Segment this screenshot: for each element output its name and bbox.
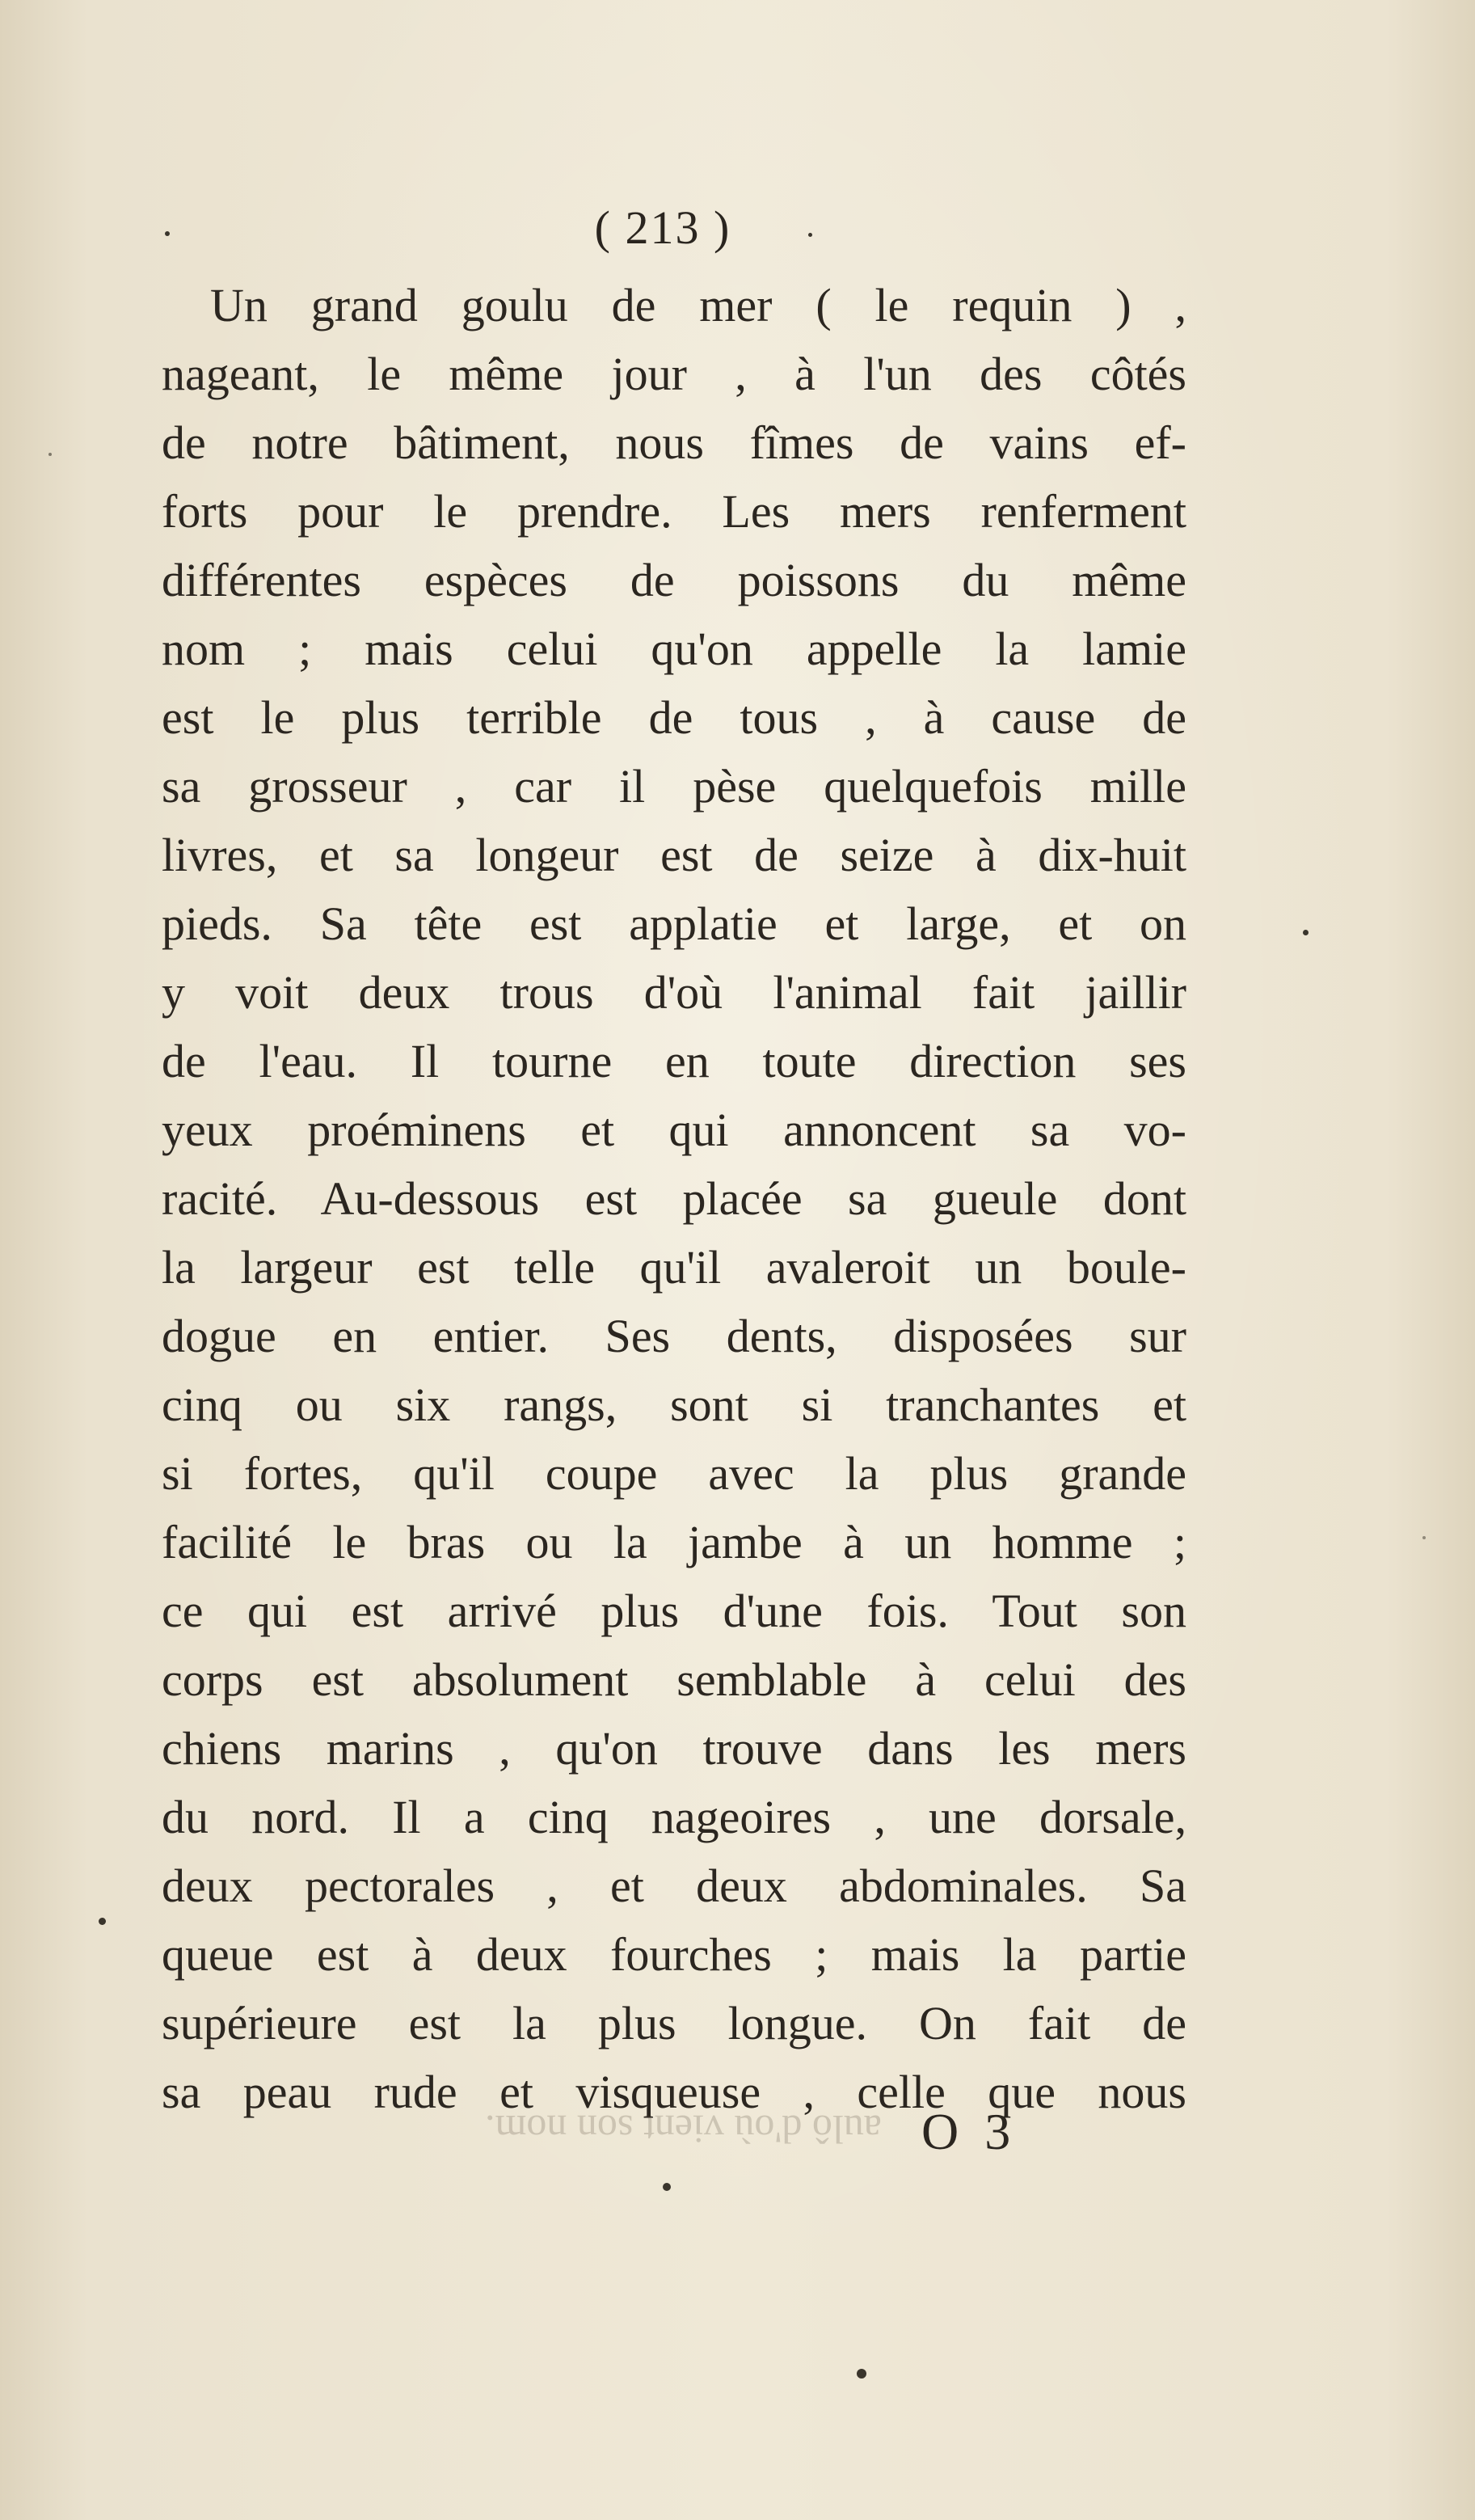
text-line: Un grand goulu de mer ( le requin ) ,: [210, 279, 1186, 331]
ink-speck: [663, 2183, 671, 2191]
ink-speck: [165, 231, 170, 236]
text-line: corps est absolument semblable à celui des: [162, 1653, 1186, 1706]
page-number: ( 213 ): [594, 201, 731, 254]
text-line: deux pectorales , et deux abdominales. Sa: [162, 1859, 1186, 1912]
text-line: du nord. Il a cinq nageoires , une dorsale,: [162, 1791, 1186, 1843]
ink-speck: [857, 2369, 866, 2379]
text-line: de l'eau. Il tourne en toute direction ses: [162, 1035, 1186, 1087]
text-line: livres, et sa longeur est de seize à dix-huit: [162, 829, 1186, 881]
text-line: nageant, le même jour , à l'un des côtés: [162, 348, 1186, 400]
show-through-text: aulô d'où vient son nom.: [485, 2107, 882, 2152]
text-line: ce qui est arrivé plus d'une fois. Tout son: [162, 1585, 1186, 1637]
text-line: nom ; mais celui qu'on appelle la lamie: [162, 623, 1186, 675]
ink-speck: [99, 1918, 106, 1925]
ink-speck: [1422, 1536, 1426, 1539]
text-line: queue est à deux fourches ; mais la partie: [162, 1928, 1186, 1981]
text-line: yeux proéminens et qui annoncent sa vo-: [162, 1104, 1186, 1156]
ink-speck: [1303, 930, 1309, 935]
text-line: différentes espèces de poissons du même: [162, 554, 1186, 606]
text-line: si fortes, qu'il coupe avec la plus grande: [162, 1447, 1186, 1500]
ink-speck: [48, 453, 52, 456]
signature-mark: O 3: [921, 2103, 1018, 2160]
text-line: dogue en entier. Ses dents, disposées sur: [162, 1310, 1186, 1362]
text-line: supérieure est la plus longue. On fait de: [162, 1997, 1186, 2049]
text-line: forts pour le prendre. Les mers renferment: [162, 485, 1186, 538]
text-line: racité. Au-dessous est placée sa gueule dont: [162, 1172, 1186, 1225]
text-line: sa peau rude et visqueuse , celle que nous: [162, 2066, 1186, 2118]
text-line: cinq ou six rangs, sont si tranchantes et: [162, 1378, 1186, 1431]
text-line: pieds. Sa tête est applatie et large, et on: [162, 897, 1186, 950]
text-line: de notre bâtiment, nous fîmes de vains ef-: [162, 416, 1186, 469]
text-line: est le plus terrible de tous , à cause de: [162, 691, 1186, 744]
ink-speck: [808, 233, 812, 237]
text-line: la largeur est telle qu'il avaleroit un boule-: [162, 1241, 1186, 1294]
body-text: [162, 271, 1186, 2126]
text-line: sa grosseur , car il pèse quelquefois mille: [162, 760, 1186, 813]
text-line: chiens marins , qu'on trouve dans les mers: [162, 1722, 1186, 1775]
text-line: y voit deux trous d'où l'animal fait jaillir: [162, 966, 1186, 1019]
text-line: facilité le bras ou la jambe à un homme ;: [162, 1516, 1186, 1568]
